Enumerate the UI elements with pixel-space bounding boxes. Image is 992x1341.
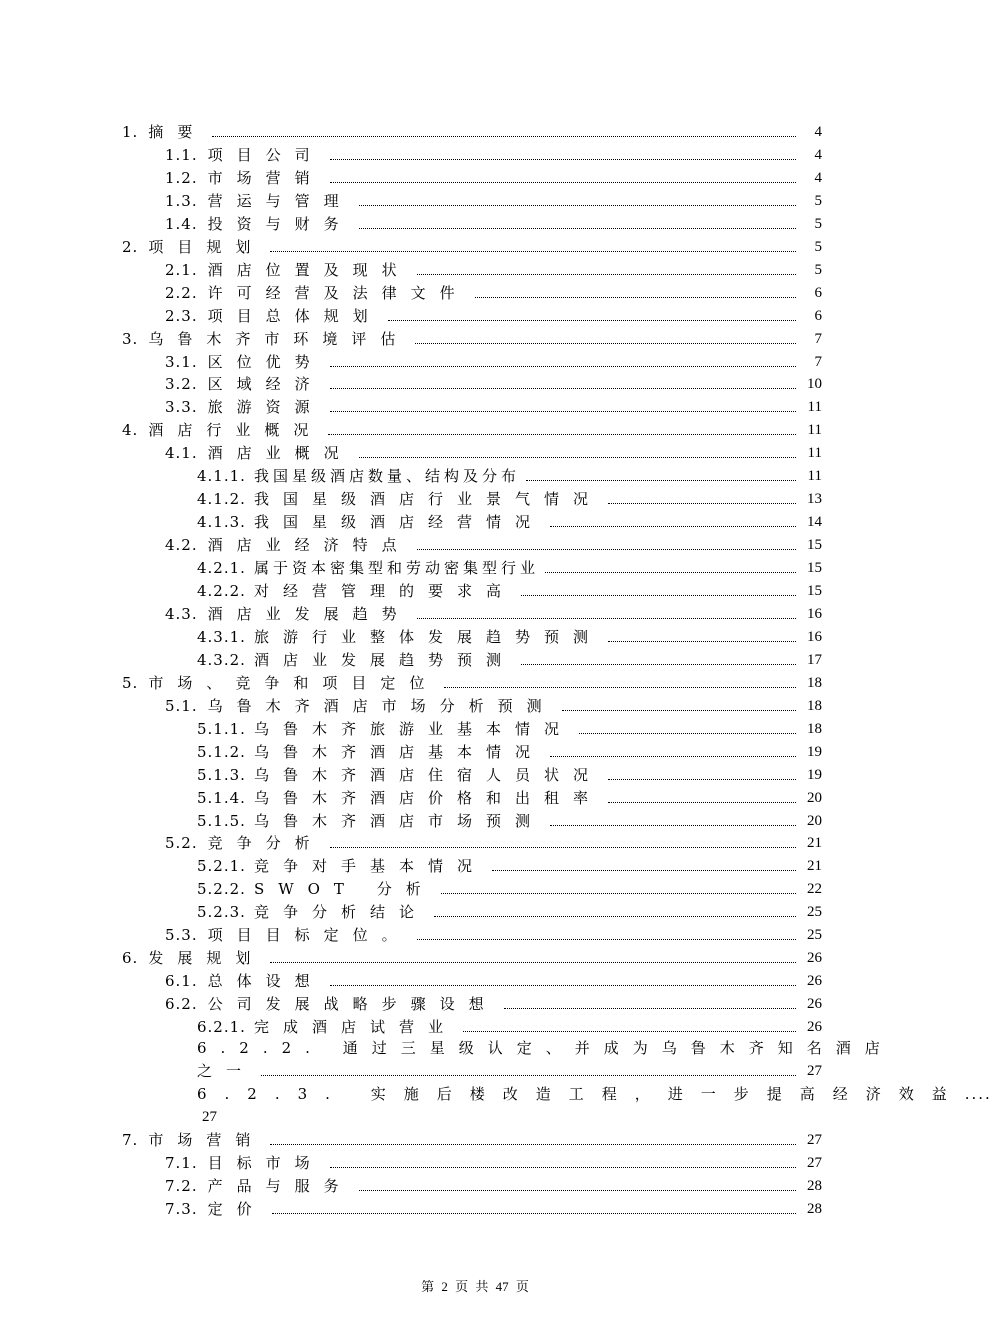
toc-leader xyxy=(521,664,796,665)
toc-entry-page: 6 xyxy=(814,284,822,301)
toc-entry-title: 竞争对手基本情况 xyxy=(253,857,486,876)
toc-entry-number: 7.2. xyxy=(165,1176,198,1195)
toc-entry-number: 5.1.5. xyxy=(197,811,246,830)
toc-leader xyxy=(270,251,796,252)
toc-entry[interactable] xyxy=(197,741,822,763)
toc-entry-6-2-2-line2[interactable] xyxy=(197,1060,822,1082)
toc-entry-page: 26 xyxy=(807,950,822,967)
toc-entry[interactable] xyxy=(165,924,822,946)
toc-entry-page: 15 xyxy=(807,583,822,599)
toc-leader xyxy=(417,274,796,275)
toc-entry[interactable] xyxy=(197,557,822,579)
toc-entry-page: 5 xyxy=(814,215,822,232)
toc-entry-number: 6. xyxy=(122,949,139,968)
toc-entry-title: 市场、竞争和项目定位 xyxy=(148,673,439,692)
toc-entry-title: 公司发展战略步骤设想 xyxy=(207,995,498,1014)
toc-entry-page: 27 xyxy=(202,1109,217,1125)
toc-leader xyxy=(504,1008,796,1009)
toc-entry-page: 20 xyxy=(807,789,822,806)
toc-leader xyxy=(579,733,796,734)
toc-entry[interactable] xyxy=(197,1016,822,1038)
toc-entry-number: 4.2. xyxy=(165,536,198,555)
toc-entry-title: 项目总体规划 xyxy=(207,306,382,325)
toc-entry-number: 3.2. xyxy=(165,375,198,394)
toc-entry-number: 5.2. xyxy=(165,834,198,853)
toc-entry-page: 5 xyxy=(814,192,822,209)
toc-leader xyxy=(434,916,796,917)
toc-entry-page: 15 xyxy=(807,537,822,554)
toc-leader xyxy=(417,939,796,940)
toc-entry-number: 2.2. xyxy=(165,283,198,302)
toc-leader xyxy=(444,687,796,688)
toc-leader xyxy=(388,320,796,321)
toc-entry-page: 16 xyxy=(807,628,822,645)
toc-entry[interactable] xyxy=(122,1129,822,1151)
toc-entry-page: 27 xyxy=(807,1063,822,1079)
toc-entry-title: 竞争分析结论 xyxy=(253,903,428,922)
toc-entry-page: 15 xyxy=(807,560,822,577)
toc-entry-page: 5 xyxy=(814,261,822,278)
toc-entry-title: 乌鲁木齐旅游业基本情况 xyxy=(253,719,573,738)
toc-leader xyxy=(359,1190,796,1191)
toc-entry-page: 18 xyxy=(807,674,822,691)
toc-entry-title: 项目目标定位。 xyxy=(207,926,411,945)
toc-entry-title: 乌鲁木齐酒店价格和出租率 xyxy=(253,788,602,807)
toc-entry-page: 26 xyxy=(807,973,822,990)
toc-leader xyxy=(330,388,796,389)
toc-entry[interactable] xyxy=(165,282,822,304)
toc-entry-number: 3. xyxy=(122,329,139,348)
toc-entry-title: 对经营管理的要求高 xyxy=(253,582,515,600)
toc-entry-page: 21 xyxy=(807,835,822,852)
toc-entry-title: 竞争分析 xyxy=(207,834,324,853)
toc-leader xyxy=(417,618,796,619)
toc-leader xyxy=(562,710,796,711)
toc-entry-page: 4 xyxy=(814,169,822,186)
toc-entry-page: 25 xyxy=(807,927,822,944)
toc-entry-title: 项目公司 xyxy=(207,145,324,164)
toc-entry-page: 26 xyxy=(807,1019,822,1036)
toc-entry[interactable] xyxy=(122,947,822,969)
toc-leader xyxy=(608,641,796,642)
toc-entry[interactable] xyxy=(165,213,822,235)
toc-entry[interactable] xyxy=(122,121,822,143)
toc-entry-title: 属于资本密集型和劳动密集型行业 xyxy=(253,559,539,578)
toc-entry[interactable] xyxy=(197,901,822,923)
toc-leader xyxy=(212,136,796,137)
toc-entry[interactable] xyxy=(197,787,822,809)
toc-entry-number: 4.2.2. xyxy=(197,582,246,600)
toc-entry-6-2-3-line1[interactable] xyxy=(197,1083,992,1105)
toc-entry[interactable] xyxy=(122,672,822,694)
toc-entry-page: 25 xyxy=(807,904,822,921)
toc-entry-title: SWOT 分析 xyxy=(253,880,435,899)
toc-entry-number: 1.4. xyxy=(165,214,198,233)
toc-leader xyxy=(330,159,796,160)
toc-entry-number: 5.2.3. xyxy=(197,903,246,922)
toc-leader xyxy=(550,756,796,757)
toc-entry-title: 我国星级酒店行业景气情况 xyxy=(253,490,602,509)
toc-entry[interactable] xyxy=(197,878,822,900)
toc-entry-page: 11 xyxy=(807,468,822,485)
toc-entry-title: 乌鲁木齐酒店市场预测 xyxy=(253,811,544,830)
toc-leader-dots: .... xyxy=(964,1085,992,1103)
toc-entry[interactable] xyxy=(165,970,822,992)
toc-entry-number: 5.1.1. xyxy=(197,719,246,738)
toc-entry-number: 2. xyxy=(122,237,139,256)
toc-entry[interactable] xyxy=(197,465,822,487)
toc-entry-title: 酒店行业概况 xyxy=(148,421,323,440)
toc-entry-page: 11 xyxy=(807,399,822,416)
toc-entry-title: 区位优势 xyxy=(207,352,324,371)
toc-leader xyxy=(330,182,796,183)
toc-entry-title: 之一 xyxy=(197,1062,256,1080)
toc-leader xyxy=(417,549,796,550)
toc-entry[interactable] xyxy=(165,695,822,717)
toc-entry-number: 4.3.1. xyxy=(197,627,246,646)
toc-entry-title: 乌鲁木齐酒店基本情况 xyxy=(253,742,544,761)
toc-entry-title: 酒店业发展趋势预测 xyxy=(253,650,515,669)
toc-leader xyxy=(608,503,796,504)
toc-leader xyxy=(463,1031,796,1032)
toc-entry-title: 项目规划 xyxy=(148,237,265,256)
toc-entry-title: 投资与财务 xyxy=(207,214,353,233)
toc-entry-title: 乌鲁木齐酒店市场分析预测 xyxy=(207,696,556,715)
toc-leader xyxy=(272,1213,796,1214)
toc-entry[interactable] xyxy=(165,305,822,327)
toc-entry-page: 19 xyxy=(807,766,822,783)
toc-leader xyxy=(415,343,796,344)
toc-entry[interactable] xyxy=(197,488,822,510)
toc-entry[interactable] xyxy=(197,718,822,740)
toc-entry-page: 4 xyxy=(814,146,822,163)
toc-entry-title: 摘要 xyxy=(148,123,207,141)
toc-leader xyxy=(359,205,796,206)
toc-entry[interactable] xyxy=(165,442,822,464)
toc-leader xyxy=(550,526,796,527)
toc-entry-page: 11 xyxy=(807,422,822,439)
toc-entry-title: 产品与服务 xyxy=(207,1176,353,1195)
toc-entry-page: 27 xyxy=(807,1132,822,1148)
toc-entry-6-2-3-line2[interactable] xyxy=(197,1106,217,1128)
toc-entry-number: 2.1. xyxy=(165,260,198,279)
toc-leader xyxy=(545,572,796,573)
toc-leader xyxy=(261,1075,796,1076)
toc-entry[interactable] xyxy=(122,236,822,258)
toc-entry-page: 18 xyxy=(807,697,822,714)
toc-entry-number: 6.1. xyxy=(165,972,198,991)
toc-entry-page: 11 xyxy=(807,445,822,462)
toc-entry-number: 5.1.4. xyxy=(197,788,246,807)
toc-entry[interactable] xyxy=(165,259,822,281)
toc-leader xyxy=(330,366,796,367)
toc-leader xyxy=(330,411,796,412)
toc-entry[interactable] xyxy=(197,511,822,533)
toc-entry[interactable] xyxy=(122,328,822,350)
toc-entry-number: 4.1. xyxy=(165,444,198,463)
toc-entry-number: 6.2.1. xyxy=(197,1018,246,1037)
toc-leader xyxy=(608,779,796,780)
toc-entry-page: 26 xyxy=(807,996,822,1013)
toc-entry-number: 4.3.2. xyxy=(197,650,246,669)
toc-entry-number: 5.2.1. xyxy=(197,857,246,876)
toc-entry-page: 22 xyxy=(807,881,822,898)
toc-entry-number: 5.3. xyxy=(165,926,198,945)
toc-entry-6-2-2-line1[interactable]: 6.2.2. 通过三星级认定、并成为乌鲁木齐知名酒店 xyxy=(197,1039,894,1057)
toc-entry[interactable] xyxy=(165,534,822,556)
toc-entry-number: 4.1.2. xyxy=(197,490,246,509)
toc-entry-title: 完成酒店试营业 xyxy=(253,1018,457,1037)
toc-leader xyxy=(330,985,796,986)
toc-entry-number: 7.1. xyxy=(165,1153,198,1172)
toc-entry[interactable] xyxy=(165,1175,822,1197)
toc-leader xyxy=(270,1144,796,1145)
toc-entry-number: 4.3. xyxy=(165,604,198,623)
toc-leader xyxy=(359,228,796,229)
toc-entry-title: 酒店位置及现状 xyxy=(207,260,411,279)
toc-entry[interactable] xyxy=(165,603,822,625)
toc-leader xyxy=(475,297,796,298)
toc-entry-number: 1.2. xyxy=(165,168,198,187)
toc-entry[interactable] xyxy=(165,373,822,395)
toc-entry-number: 5.1.2. xyxy=(197,742,246,761)
toc-leader xyxy=(526,480,796,481)
toc-entry-page: 20 xyxy=(807,812,822,829)
toc-entry-page: 21 xyxy=(807,858,822,875)
toc-entry[interactable] xyxy=(197,764,822,786)
toc-entry-title: 我国星级酒店经营情况 xyxy=(253,513,544,532)
toc-entry-page: 18 xyxy=(807,720,822,737)
toc-entry-title: 定价 xyxy=(207,1199,266,1218)
toc-entry-title: 许可经营及法律文件 xyxy=(207,283,469,302)
toc-entry-title: 酒店业经济特点 xyxy=(207,536,411,555)
toc-entry-page: 19 xyxy=(807,743,822,760)
toc-entry[interactable] xyxy=(165,1152,822,1174)
toc-entry-page: 10 xyxy=(807,376,822,393)
toc-entry[interactable] xyxy=(165,1198,822,1220)
toc-entry-page: 14 xyxy=(807,514,822,531)
toc-entry-title: 市场营销 xyxy=(207,168,324,187)
toc-entry-number: 3.3. xyxy=(165,398,198,417)
toc-entry[interactable] xyxy=(165,396,822,418)
toc-entry-number: 5.2.2. xyxy=(197,880,246,899)
toc-entry-page: 7 xyxy=(814,353,822,370)
toc-entry[interactable] xyxy=(197,580,822,602)
toc-entry-page: 28 xyxy=(807,1177,822,1194)
toc-entry-page: 16 xyxy=(807,605,822,622)
toc-leader xyxy=(328,434,796,435)
toc-entry[interactable] xyxy=(165,351,822,373)
toc-entry[interactable] xyxy=(165,993,822,1015)
toc-entry-title: 旅游行业整体发展趋势预测 xyxy=(253,627,602,646)
toc-leader xyxy=(359,457,796,458)
toc-leader xyxy=(270,962,796,963)
toc-entry-number: 1.3. xyxy=(165,191,198,210)
toc-leader xyxy=(521,595,796,596)
toc-entry-number: 4.1.1. xyxy=(197,467,246,486)
toc-entry-page: 7 xyxy=(814,330,822,347)
toc-entry-number: 5. xyxy=(122,673,139,692)
toc-leader xyxy=(330,1167,796,1168)
toc-leader xyxy=(608,802,796,803)
toc-entry-title: 目标市场 xyxy=(207,1153,324,1172)
toc-entry-title: 区域经济 xyxy=(207,375,324,394)
toc-entry-title: 乌鲁木齐市环境评估 xyxy=(148,329,410,348)
toc-entry-number: 1.1. xyxy=(165,145,198,164)
toc-entry-number: 5.1.3. xyxy=(197,765,246,784)
toc-entry-title: 乌鲁木齐酒店住宿人员状况 xyxy=(253,765,602,784)
toc-entry[interactable] xyxy=(165,190,822,212)
toc-entry-title: 酒店业概况 xyxy=(207,444,353,463)
toc-entry-number: 7. xyxy=(122,1131,139,1149)
toc-entry-number: 4. xyxy=(122,421,139,440)
toc-entry-title: 营运与管理 xyxy=(207,191,353,210)
toc-entry-page: 28 xyxy=(807,1200,822,1217)
page-footer: 第 2 页 共 47 页 xyxy=(421,1279,529,1294)
toc-entry-number: 7.3. xyxy=(165,1199,198,1218)
toc-entry[interactable] xyxy=(122,419,822,441)
toc-entry-page: 13 xyxy=(807,491,822,508)
toc-entry-title: 市场营销 xyxy=(148,1131,265,1149)
toc-entry-number: 5.1. xyxy=(165,696,198,715)
toc-leader xyxy=(492,870,796,871)
toc-entry-number: 4.2.1. xyxy=(197,559,246,578)
toc-entry-page: 17 xyxy=(807,651,822,668)
toc-entry-number: 6.2. xyxy=(165,995,198,1014)
toc-entry[interactable] xyxy=(165,144,822,166)
toc-entry[interactable] xyxy=(197,626,822,648)
toc-entry-title: 酒店业发展趋势 xyxy=(207,604,411,623)
toc-entry-title: 旅游资源 xyxy=(207,398,324,417)
toc-entry[interactable] xyxy=(165,167,822,189)
toc-entry-page: 5 xyxy=(814,238,822,255)
toc-entry-page: 6 xyxy=(814,307,822,324)
toc-entry-number: 1. xyxy=(122,123,139,141)
toc-entry-title: 总体设想 xyxy=(207,972,324,991)
toc-entry-title: 我国星级酒店数量、结构及分布 xyxy=(253,467,520,486)
toc-entry-page: 27 xyxy=(807,1154,822,1171)
toc-entry-number: 2.3. xyxy=(165,306,198,325)
toc-entry-number: 3.1. xyxy=(165,352,198,371)
toc-leader xyxy=(330,847,796,848)
toc-entry[interactable] xyxy=(197,649,822,671)
toc-leader xyxy=(550,825,796,826)
toc-entry-number: 4.1.3. xyxy=(197,513,246,532)
toc-entry-title: 发展规划 xyxy=(148,949,265,968)
toc-entry-title: 6.2.3. 实施后楼改造工程，进一步提高经济效益 xyxy=(197,1085,965,1103)
toc-entry[interactable] xyxy=(197,810,822,832)
toc-entry[interactable] xyxy=(165,832,822,854)
toc-entry[interactable] xyxy=(197,855,822,877)
toc-leader xyxy=(441,893,796,894)
toc-entry-page: 4 xyxy=(814,124,822,140)
